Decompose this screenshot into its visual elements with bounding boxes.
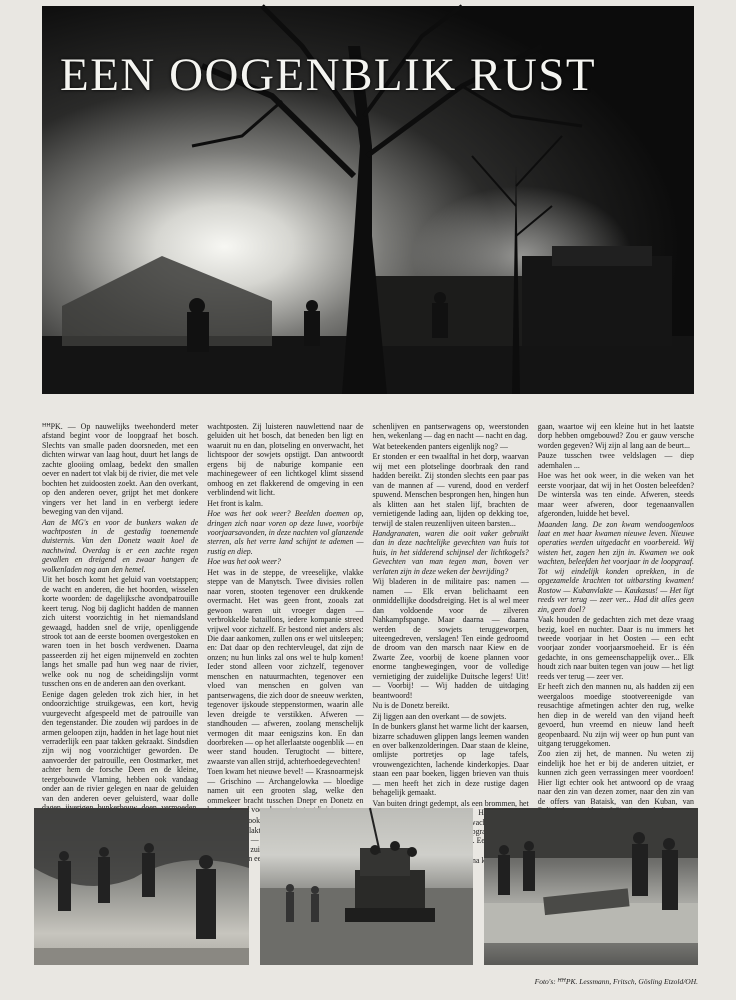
- paragraph: Hoe was het ook weer? Beelden doemen op, dringen zich naar voren op deze luwe, voorbije voorjaarsavonden, in deze nachten vol glanzende sterren, als het verre land schijnt te ademen — rustig en diep.: [207, 509, 364, 556]
- paragraph: Wat beteekenden panters eigenlijk nog? —: [372, 441, 508, 451]
- article-column: [207, 422, 364, 845]
- article-column: [42, 422, 199, 803]
- paragraph: vlakte —: [245, 826, 265, 845]
- paragraph: Het was in de steppe, de vreeselijke, vlakke steppe van de Manytsch. Twee divisies rollen naar voren, stooten tegenover een drukkende overmacht. Het was geen front, zooals zat gewoon waren uit vroeger dagen — verbrokkelde bataillons, iedere kompanie streed vrijwel voor zichzelf. Er bestond niet anders als: Die daar aankomen, zullen ons er wel uitsleepen; en: Dat daar op den rechtervleugel, dat zijn de onzen; nu hun links zal ons wel te hulp komen! Ieder stond alleen voor zichzelf, tegenover menschen en natuurmachten, tegenover een vloed van menschen en golven van pantserwagens, die zich door de sneeuw werkten, tegenover ijskoude steppenstormen, waarin alle leven dreigde te verstikken. Afweren — standhouden — afweren, zoolang menschelijk vermogen dit maar eenigszins kon. En dan doorbreken — op het allerlaatste oogenblik — en weer stand houden. Terugtocht — bittere, zwaarste van allen strijd, achterhoedegevechten!: [207, 567, 364, 766]
- hero-photo: [42, 6, 694, 394]
- paragraph: Aan de MG's en voor de bunkers waken de wachtposten in de gestadig toenemende duisternis. Van den Donetz waait koel de nachtwind. Overdag is er een zachte regen gevallen en dreigend en zwaar hangen de wolkenladen nog aan den hemel.: [42, 517, 199, 574]
- paragraph: ook: [248, 815, 261, 825]
- paragraph: Maanden lang. De zon kwam wendoogenloos laat en met haar kwamen nieuwe leven. Nieuwe operaties werden uitgedacht en voorbereid. Wij wisten het, zagen hen zijn in. Kwamen we ook wachten, beleefden het voorjaar in de loopgraaf. Tot wij eindelijk konden oprekken, in de opgezamelde krachten tot uitbarsting kwamen! Rostow — Kubanvlakte — Kaukasus! — Het ligt reeds ver terug — zeer ver... Had dit alles geen zin, geen doel?: [537, 519, 694, 614]
- paragraph: wachtposten. Zij luisteren nauwlettend naar de geluiden uit het bosch, dat beneden ben ligt en waaruit nu en dan, plotseling en onverwacht, het lichtspoor der sowjets opstijgt. Dan antwoordt ergens bij de naburige kompanie een machinegeweer of een lichtkogel klimt sissend omhoog en zet flakkerend de omgeving in een verblindend wit licht.: [207, 422, 364, 498]
- photo-soldiers-forest: [34, 808, 249, 965]
- paragraph: Zij liggen aan den overkant — de sowjets.: [372, 711, 507, 721]
- paragraph: ꟸꟸPK. — Op nauwelijks tweehonderd meter afstand begint voor de loopgraaf het bosch. Slechts van smalle paden doorsneden, met een dichten wirwar van laag hout, duurt het langs de zachte glooiing omlaag, bedekt den smallen oever en nadert tot vlak bij de rivier, die met vele bochten het zuidoosten zoekt. Aan den overkant, op den anderen oever, grijpt het met donkere vingers ver het land in en verbergt iedere beweging van den vijand.: [42, 422, 199, 517]
- paragraph: Er stonden er een twaalftal in het dorp, waarvan wij met een plotselinge doorbraak den rand hadden bereikt. Zij stonden slechts een paar pas van de mannen af — vurend, dood en verderf spuwend. Menschen besprongen hen, hingen hun als klitten aan het stalen lijf, brachten de vernietigende lading aan, lijden op dekking toe, terwijl de stalen reuzenlijven uiteen barsten...: [372, 452, 529, 528]
- paragraph: Het front is kalm.: [207, 498, 263, 508]
- photo-tank-column: [260, 808, 473, 965]
- paragraph: Nu is de Donetz bereikt.: [372, 701, 450, 711]
- paragraph: Wij bladeren in de militaire pas: namen — namen — Elk ervan belichaamt een onmiddellijke doodsdreiging. Het is al wel meer dan voldoende voor de zilveren Nahkampfspange. Maar daarna — daarna werden de sowjets teruggeworpen, uiteengedreven, verslagen! Ten einde gedroomd de droom van den marsch naar Kiew en de Zwarte Zee, voorbij de koene plannen voor enorme tangbewegingen, voor de volledige vernietiging der zuidelijke Duitsche legers! Uit! — Voorbij! — Wij hadden de uitdaging beantwoord!: [372, 577, 529, 700]
- paragraph: gaan, waartoe wij een kleine hut in het laatste dorp hebben omgebouwd? Zou er gauw versche worden gegeven? Wij zijn al lang aan de beurt...: [537, 422, 694, 450]
- article-column: [537, 422, 694, 806]
- paragraph: In de bunkers glanst het warme licht der kaarsen, bizarre schaduwen glippen langs leemen wanden en over balkenzolderingen. Daar staan de kleine, omlijste portretjes op lage tafels, vrouwengezichten, lachende kinderkopjes. Daar staan een paar boeken, liggen brieven van thuis — men heeft het zich in deze rustige dagen behagelijk gemaakt.: [372, 722, 529, 798]
- paragraph: Zoo zien zij het, de mannen. Nu weten zij eindelijk hoe het er bij de anderen uitziet, er kunnen zich geen verrassingen meer voordoen! Hier ligt echter ook het antwoord op de vraag naar den zin van dezen zomer, naar den zin van de offers van Bataisk, van den Kuban, van: [537, 749, 694, 806]
- paragraph: Hoe was het ook weer?: [207, 557, 281, 567]
- paragraph: Toen kwam het nieuwe bevel! — Krasnoarmejsk — Grischino — Archangelowka — bloedige namen uit een grooten slag, welke den ommekeer bracht tusschen Dnepr en Donetz en voor: [207, 767, 364, 815]
- paragraph: Van buiten dringt gedempt, als een brommen, het loopgraaf Een: [372, 798, 529, 846]
- paragraph: Uit het bosch komt het geluid van voetstappen; de wacht en anderen, die het hoorden, wisselen korte woorden: de dagelijksche avondpatrouille keert terug. Nog bij daglicht hadden de mannen zich uiterst voorzichtig in het niemandsland gewaagd, hadden snel de vrije, openliggende strook tot aan de eerste boomen overgestoken en waren toen in het bosch verdwenen. Daarna passeerden zij het eigen mijnenveld en zochten langs het smalle pad hun weg naar de rivier, welke ook nu nog de scheidingslijn vormt tusschen ons en de anderen aan den overkant.: [42, 575, 199, 689]
- headline: EEN OOGENBLIK RUST: [60, 49, 597, 101]
- paragraph: Hoe was het ook weer, in die weken van het eerste voorjaar, dat wij in het Oosten beleefden? De wintersla was ten einde. Afweren, steeds maar weer afweren, door tegenaanvallen afgeronden, luidde het bevel.: [537, 471, 694, 519]
- photo-credit: Foto's: ꟸꟸPK. Lessmann, Fritsch, Gösling Etzold/OH.: [534, 977, 698, 986]
- paragraph: schenlijven en pantserwagens op, weerstonden hen, wekenlang — dag en nacht — nacht en dag.: [372, 422, 529, 441]
- paragraph: Pauze tusschen twee veldslagen — diep ademhalen ...: [537, 451, 694, 470]
- photo-soldiers-water: [484, 808, 698, 965]
- article-body: [42, 422, 694, 846]
- paragraph: Handgranaten, waren die ooit vaker gebruikt dan in deze nachtelijke gevechten van huis tot huis, in het sidderend schijnsel der lichtkogels? Gevechten van man tegen man, boven ver verlaten zijn in deze weken der bevrijding?: [372, 528, 529, 576]
- paragraph: Eenige dagen geleden trok zich hier, in het ondoorzichtige struikgewas, een kort, hevig vuurgevecht afgespeeld met de patrouille van den tegenstander. Die zouden wij pardoes in de armen geloopen zijn, hadden in het lage hout niet verraderlijk een paar takken gekraakt. Sindsdien zijn wij nog voorzichtiger geworden. De aanvoerder der patrouille, een Oostmarker, met achter hem de forsche Deen en de kleine, teergebouwde Vlaming, hebben ook vandaag onder aan de rivier gelegen en naar de geluiden van den anderen oever geluisterd, waar dolle: [42, 689, 199, 803]
- article-column: [372, 422, 529, 846]
- paragraph: Er heeft zich den mannen nu, als hadden zij een weergaloos moedige stootvereenigde van reusachtige afmetingen achter den rug, welke hen diep in de wereld van den vijand heeft gevoerd, hun vreemd en nieuw land heeft geopenbaard. Nu zijn wij weer op hun punt van uitgang teruggekomen.: [537, 682, 694, 748]
- paragraph: Vaak houden de gedachten zich met deze vraag bezig, koel en nuchter. Daar is nu immers het tweede voorjaar in het Oosten — een echt voorjaar zonder voorjaarsmoeheid. Er is één gedachte, in ons gemeenschappelijk over... Elk houdt zich naar buiten tegen van jouw — het ligt reeds ver terug — zeer ver.: [537, 615, 694, 681]
